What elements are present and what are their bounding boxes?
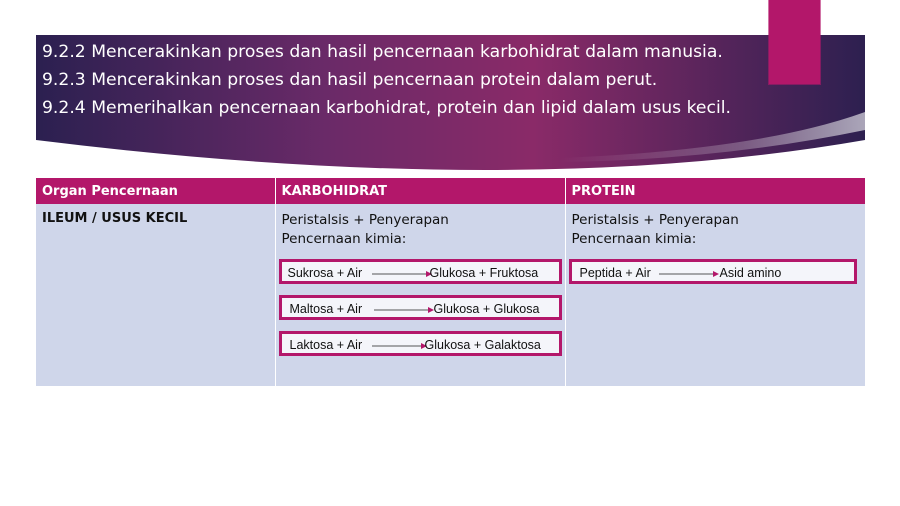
reaction-products: Glukosa + Fruktosa (429, 266, 539, 280)
header-banner (0, 0, 900, 180)
cell-protein (565, 204, 865, 386)
carb-chemical-label: Pencernaan kimia: (281, 231, 407, 247)
reaction-products: Glukosa + Galaktosa (424, 338, 541, 352)
objective-line-2: 9.2.3 Mencerakinkan proses dan hasil pencernaan protein dalam perut. (42, 70, 658, 90)
digestion-table (36, 178, 865, 386)
reaction-reactants: Laktosa + Air (289, 338, 363, 352)
objective-line-3: 9.2.4 Memerihalkan pencernaan karbohidrat, protein dan lipid dalam usus kecil. (42, 98, 731, 118)
header-carbohydrate: KARBOHIDRAT (275, 178, 565, 204)
reaction-products: Asid amino (719, 266, 782, 280)
table-row (36, 204, 865, 386)
reaction-peptide (569, 259, 857, 284)
cell-organ (36, 204, 275, 386)
reaction-lactose (279, 331, 562, 356)
reaction-sucrose (279, 259, 562, 284)
arrow-icon (372, 343, 427, 349)
reaction-reactants: Peptida + Air (579, 266, 651, 280)
protein-process: Peristalsis + Penyerapan (571, 212, 739, 228)
carb-process: Peristalsis + Penyerapan (281, 212, 449, 228)
arrow-icon (374, 307, 434, 313)
accent-tab (769, 0, 820, 84)
header-protein: PROTEIN (565, 178, 865, 204)
arrow-icon (659, 271, 719, 277)
cell-carbohydrate (275, 204, 565, 386)
reaction-reactants: Maltosa + Air (289, 302, 363, 316)
reaction-reactants: Sukrosa + Air (287, 266, 363, 280)
table-header-row (36, 178, 865, 204)
objective-line-1: 9.2.2 Mencerakinkan proses dan hasil pencernaan karbohidrat dalam manusia. (42, 42, 723, 62)
header-organ: Organ Pencernaan (36, 178, 275, 204)
protein-chemical-label: Pencernaan kimia: (571, 231, 697, 247)
reaction-products: Glukosa + Glukosa (433, 302, 540, 316)
reaction-maltose (279, 295, 562, 320)
objectives-text (42, 38, 842, 122)
arrow-icon (372, 271, 432, 277)
organ-name: ILEUM / USUS KECIL (42, 211, 188, 226)
